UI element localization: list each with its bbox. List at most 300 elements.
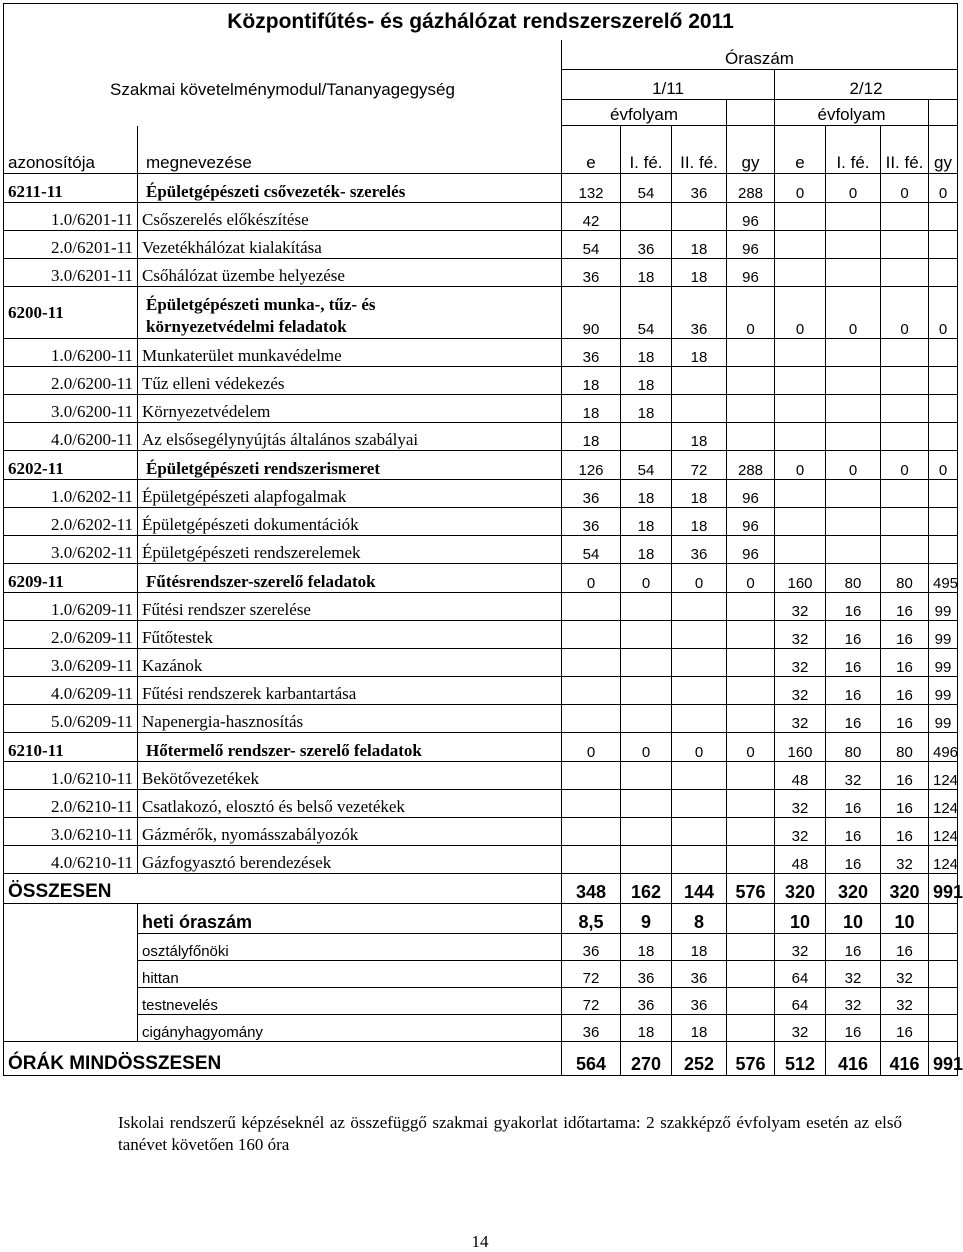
unit-id: 4.0/6210-11 xyxy=(4,846,138,874)
value-cell xyxy=(727,818,775,846)
value-cell: 16 xyxy=(826,621,881,649)
value-cell: 36 xyxy=(621,988,672,1015)
unit-id: 3.0/6202-11 xyxy=(4,536,138,564)
value-cell xyxy=(727,790,775,818)
value-cell: 0 xyxy=(881,451,929,480)
value-cell xyxy=(929,961,958,988)
unit-row xyxy=(4,259,958,287)
value-cell: 42 xyxy=(562,203,621,231)
value-cell: 0 xyxy=(826,174,881,203)
value-cell xyxy=(929,1015,958,1042)
value-cell xyxy=(562,818,621,846)
value-cell: 10 xyxy=(826,904,881,934)
value-cell: 54 xyxy=(562,231,621,259)
value-cell: 96 xyxy=(727,508,775,536)
value-cell: 160 xyxy=(775,564,826,593)
module-id: 6209-11 xyxy=(4,564,138,593)
value-cell: 32 xyxy=(775,934,826,961)
value-cell xyxy=(826,423,881,451)
unit-row xyxy=(4,593,958,621)
unit-id: 2.0/6200-11 xyxy=(4,367,138,395)
value-cell: 99 xyxy=(929,705,958,733)
value-cell: 8,5 xyxy=(562,904,621,934)
value-cell xyxy=(826,367,881,395)
value-cell: 0 xyxy=(929,451,958,480)
module-name xyxy=(138,287,562,339)
value-cell xyxy=(775,395,826,423)
value-cell: 18 xyxy=(672,508,727,536)
value-cell: 96 xyxy=(727,203,775,231)
value-cell: 18 xyxy=(672,339,727,367)
value-cell xyxy=(562,649,621,677)
value-cell xyxy=(727,762,775,790)
module-id: 6202-11 xyxy=(4,451,138,480)
value-cell xyxy=(621,649,672,677)
unit-name: Csatlakozó, elosztó és belső vezetékek xyxy=(138,790,562,818)
value-cell: 32 xyxy=(775,818,826,846)
value-cell xyxy=(727,961,775,988)
value-cell: 80 xyxy=(826,733,881,762)
value-cell xyxy=(672,395,727,423)
value-cell: 64 xyxy=(775,961,826,988)
extra-label: hittan xyxy=(138,961,562,988)
value-cell: 0 xyxy=(621,733,672,762)
unit-row xyxy=(4,231,958,259)
value-cell xyxy=(727,367,775,395)
value-cell xyxy=(881,423,929,451)
value-cell: 80 xyxy=(881,733,929,762)
value-cell: 32 xyxy=(826,762,881,790)
value-cell: 320 xyxy=(826,874,881,904)
year-2-header: 2/12 xyxy=(775,70,958,100)
value-cell: 32 xyxy=(881,846,929,874)
value-cell: 32 xyxy=(775,677,826,705)
module-row xyxy=(4,564,958,593)
year-1-evfolyam: évfolyam xyxy=(562,100,727,126)
value-cell xyxy=(672,677,727,705)
value-cell xyxy=(672,705,727,733)
value-cell: 16 xyxy=(826,593,881,621)
value-cell xyxy=(929,339,958,367)
value-cell xyxy=(826,231,881,259)
value-cell: 18 xyxy=(672,934,727,961)
value-cell: 18 xyxy=(562,367,621,395)
value-cell: 18 xyxy=(672,423,727,451)
azonositoja-header: azonosítója xyxy=(4,126,138,174)
value-cell xyxy=(727,904,775,934)
indent-spacer xyxy=(4,961,138,988)
value-cell: 8 xyxy=(672,904,727,934)
value-cell xyxy=(826,203,881,231)
value-cell: 32 xyxy=(826,961,881,988)
value-cell xyxy=(727,988,775,1015)
value-cell: 132 xyxy=(562,174,621,203)
value-cell: 16 xyxy=(881,705,929,733)
value-cell xyxy=(621,762,672,790)
value-cell xyxy=(826,480,881,508)
extra-row xyxy=(4,988,958,1015)
value-cell: 0 xyxy=(929,174,958,203)
value-cell xyxy=(881,203,929,231)
value-cell xyxy=(881,536,929,564)
unit-id: 5.0/6209-11 xyxy=(4,705,138,733)
value-cell xyxy=(775,480,826,508)
unit-id: 3.0/6210-11 xyxy=(4,818,138,846)
value-cell: 576 xyxy=(727,1042,775,1076)
unit-row xyxy=(4,367,958,395)
module-id: 6210-11 xyxy=(4,733,138,762)
title-row xyxy=(4,4,958,40)
value-cell xyxy=(826,508,881,536)
unit-id: 2.0/6202-11 xyxy=(4,508,138,536)
value-cell: 54 xyxy=(621,451,672,480)
value-cell xyxy=(727,677,775,705)
col-gy-2: gy xyxy=(929,126,958,174)
value-cell: 36 xyxy=(562,339,621,367)
unit-row xyxy=(4,846,958,874)
unit-id: 2.0/6201-11 xyxy=(4,231,138,259)
value-cell xyxy=(929,480,958,508)
value-cell: 124 xyxy=(929,846,958,874)
unit-id: 1.0/6201-11 xyxy=(4,203,138,231)
value-cell: 144 xyxy=(672,874,727,904)
col-i-1: I. fé. xyxy=(621,126,672,174)
value-cell: 496 xyxy=(929,733,958,762)
unit-name: Bekötővezetékek xyxy=(138,762,562,790)
value-cell: 16 xyxy=(881,818,929,846)
value-cell xyxy=(562,762,621,790)
value-cell xyxy=(727,621,775,649)
value-cell: 124 xyxy=(929,818,958,846)
module-row xyxy=(4,174,958,203)
value-cell xyxy=(621,621,672,649)
value-cell xyxy=(881,259,929,287)
mindosszesen-row xyxy=(4,1042,958,1076)
value-cell: 0 xyxy=(775,451,826,480)
module-column-header: Szakmai követelménymodul/Tananyagegység xyxy=(4,70,562,100)
value-cell xyxy=(672,203,727,231)
value-cell: 48 xyxy=(775,762,826,790)
value-cell xyxy=(621,705,672,733)
value-cell xyxy=(621,846,672,874)
unit-row xyxy=(4,480,958,508)
value-cell: 16 xyxy=(881,790,929,818)
value-cell: 18 xyxy=(621,508,672,536)
value-cell xyxy=(672,762,727,790)
unit-row xyxy=(4,536,958,564)
value-cell: 16 xyxy=(826,677,881,705)
value-cell: 80 xyxy=(826,564,881,593)
curriculum-table xyxy=(3,3,963,1076)
value-cell: 96 xyxy=(727,259,775,287)
value-cell: 512 xyxy=(775,1042,826,1076)
megnevezese-header: megnevezése xyxy=(138,126,562,174)
value-cell xyxy=(727,649,775,677)
unit-name: Munkaterület munkavédelme xyxy=(138,339,562,367)
value-cell xyxy=(727,423,775,451)
value-cell: 18 xyxy=(621,339,672,367)
unit-id: 3.0/6200-11 xyxy=(4,395,138,423)
value-cell: 18 xyxy=(562,423,621,451)
value-cell: 18 xyxy=(621,480,672,508)
value-cell xyxy=(929,988,958,1015)
value-cell xyxy=(727,846,775,874)
value-cell xyxy=(881,339,929,367)
value-cell: 99 xyxy=(929,649,958,677)
value-cell: 36 xyxy=(562,508,621,536)
value-cell: 36 xyxy=(621,961,672,988)
value-cell: 99 xyxy=(929,621,958,649)
unit-name: Kazánok xyxy=(138,649,562,677)
value-cell xyxy=(826,339,881,367)
value-cell: 10 xyxy=(775,904,826,934)
unit-name: Környezetvédelem xyxy=(138,395,562,423)
value-cell xyxy=(727,593,775,621)
value-cell: 32 xyxy=(775,593,826,621)
unit-row xyxy=(4,705,958,733)
value-cell: 16 xyxy=(881,649,929,677)
value-cell: 0 xyxy=(727,733,775,762)
unit-row xyxy=(4,621,958,649)
heti-oraszam-label: heti óraszám xyxy=(138,904,562,934)
value-cell: 36 xyxy=(562,934,621,961)
value-cell: 16 xyxy=(881,934,929,961)
value-cell xyxy=(775,231,826,259)
footnote: Iskolai rendszerű képzéseknél az összefüggő szakmai gyakorlat időtartama: 2 szakképző évfolyam esetén az első tanévet követően 160 óra xyxy=(118,1113,902,1154)
value-cell xyxy=(881,508,929,536)
value-cell: 576 xyxy=(727,874,775,904)
module-name: Épületgépészeti rendszerismeret xyxy=(138,451,562,480)
value-cell: 18 xyxy=(672,259,727,287)
value-cell: 72 xyxy=(672,451,727,480)
unit-name: Épületgépészeti rendszerelemek xyxy=(138,536,562,564)
value-cell: 99 xyxy=(929,677,958,705)
year-2-evfolyam: évfolyam xyxy=(775,100,929,126)
value-cell xyxy=(672,621,727,649)
value-cell: 72 xyxy=(562,988,621,1015)
oraszam-header: Óraszám xyxy=(562,40,958,70)
page-number: 14 xyxy=(471,1232,489,1251)
value-cell xyxy=(929,231,958,259)
value-cell: 124 xyxy=(929,790,958,818)
value-cell xyxy=(775,508,826,536)
value-cell: 0 xyxy=(826,451,881,480)
value-cell: 0 xyxy=(672,733,727,762)
unit-row xyxy=(4,649,958,677)
header-row-oraszam xyxy=(4,40,958,70)
value-cell xyxy=(929,508,958,536)
value-cell: 0 xyxy=(727,564,775,593)
unit-name: Fűtési rendszerek karbantartása xyxy=(138,677,562,705)
value-cell: 32 xyxy=(775,649,826,677)
value-cell: 16 xyxy=(881,593,929,621)
module-row xyxy=(4,451,958,480)
value-cell: 72 xyxy=(562,961,621,988)
extra-label: testnevelés xyxy=(138,988,562,1015)
year-1-header: 1/11 xyxy=(562,70,775,100)
value-cell: 0 xyxy=(826,287,881,339)
value-cell xyxy=(775,339,826,367)
value-cell xyxy=(826,395,881,423)
value-cell: 36 xyxy=(672,961,727,988)
value-cell: 320 xyxy=(775,874,826,904)
module-name-line-1: Épületgépészeti munka-, tűz- és xyxy=(146,295,376,314)
module-name: Épületgépészeti csővezeték- szerelés xyxy=(138,174,562,203)
col-i-2: I. fé. xyxy=(826,126,881,174)
module-name: Fűtésrendszer-szerelő feladatok xyxy=(138,564,562,593)
value-cell xyxy=(621,790,672,818)
value-cell: 32 xyxy=(775,621,826,649)
value-cell xyxy=(929,395,958,423)
value-cell xyxy=(562,846,621,874)
unit-name: Épületgépészeti alapfogalmak xyxy=(138,480,562,508)
value-cell: 18 xyxy=(621,259,672,287)
value-cell xyxy=(621,677,672,705)
unit-id: 2.0/6210-11 xyxy=(4,790,138,818)
value-cell xyxy=(929,259,958,287)
value-cell: 16 xyxy=(826,1015,881,1042)
value-cell xyxy=(672,649,727,677)
col-ii-2: II. fé. xyxy=(881,126,929,174)
value-cell xyxy=(881,231,929,259)
value-cell: 126 xyxy=(562,451,621,480)
value-cell: 10 xyxy=(881,904,929,934)
value-cell xyxy=(727,1015,775,1042)
value-cell: 32 xyxy=(881,988,929,1015)
value-cell xyxy=(881,367,929,395)
value-cell: 32 xyxy=(881,961,929,988)
unit-name: Épületgépészeti dokumentációk xyxy=(138,508,562,536)
value-cell xyxy=(775,203,826,231)
value-cell: 90 xyxy=(562,287,621,339)
value-cell xyxy=(881,395,929,423)
value-cell xyxy=(562,593,621,621)
value-cell: 99 xyxy=(929,593,958,621)
value-cell xyxy=(621,423,672,451)
value-cell: 0 xyxy=(881,287,929,339)
unit-id: 1.0/6202-11 xyxy=(4,480,138,508)
module-id: 6211-11 xyxy=(4,174,138,203)
value-cell xyxy=(929,423,958,451)
unit-row xyxy=(4,818,958,846)
col-e-1: e xyxy=(562,126,621,174)
value-cell: 270 xyxy=(621,1042,672,1076)
value-cell: 991 xyxy=(929,874,958,904)
value-cell: 9 xyxy=(621,904,672,934)
value-cell: 288 xyxy=(727,451,775,480)
indent-spacer xyxy=(4,988,138,1015)
value-cell xyxy=(775,259,826,287)
unit-id: 3.0/6201-11 xyxy=(4,259,138,287)
value-cell: 16 xyxy=(881,621,929,649)
value-cell: 162 xyxy=(621,874,672,904)
unit-name: Napenergia-hasznosítás xyxy=(138,705,562,733)
value-cell: 36 xyxy=(621,231,672,259)
indent-spacer xyxy=(4,934,138,961)
module-row xyxy=(4,733,958,762)
unit-name: Gázfogyasztó berendezések xyxy=(138,846,562,874)
value-cell xyxy=(727,395,775,423)
value-cell xyxy=(672,367,727,395)
value-cell: 160 xyxy=(775,733,826,762)
value-cell: 288 xyxy=(727,174,775,203)
value-cell xyxy=(562,705,621,733)
value-cell: 48 xyxy=(775,846,826,874)
value-cell: 18 xyxy=(672,231,727,259)
value-cell: 16 xyxy=(826,705,881,733)
value-cell: 252 xyxy=(672,1042,727,1076)
value-cell: 0 xyxy=(775,287,826,339)
unit-id: 3.0/6209-11 xyxy=(4,649,138,677)
col-e-2: e xyxy=(775,126,826,174)
value-cell: 18 xyxy=(672,480,727,508)
value-cell xyxy=(775,367,826,395)
value-cell xyxy=(621,818,672,846)
value-cell: 32 xyxy=(775,705,826,733)
value-cell: 18 xyxy=(621,536,672,564)
value-cell: 18 xyxy=(621,367,672,395)
value-cell: 16 xyxy=(881,762,929,790)
value-cell xyxy=(562,621,621,649)
value-cell xyxy=(562,790,621,818)
value-cell xyxy=(775,536,826,564)
unit-name: Az elsősegélynyújtás általános szabályai xyxy=(138,423,562,451)
unit-name: Fűtőtestek xyxy=(138,621,562,649)
value-cell: 32 xyxy=(775,1015,826,1042)
value-cell: 54 xyxy=(621,287,672,339)
value-cell: 36 xyxy=(562,1015,621,1042)
module-name-line-2: környezetvédelmi feladatok xyxy=(146,317,347,336)
value-cell: 0 xyxy=(727,287,775,339)
unit-row xyxy=(4,677,958,705)
value-cell xyxy=(621,593,672,621)
unit-id: 4.0/6209-11 xyxy=(4,677,138,705)
value-cell xyxy=(881,480,929,508)
value-cell: 96 xyxy=(727,231,775,259)
value-cell: 991 xyxy=(929,1042,958,1076)
extra-label: osztályfőnöki xyxy=(138,934,562,961)
value-cell: 36 xyxy=(672,988,727,1015)
value-cell xyxy=(929,934,958,961)
value-cell: 18 xyxy=(621,934,672,961)
col-gy-1: gy xyxy=(727,126,775,174)
value-cell: 0 xyxy=(672,564,727,593)
value-cell: 16 xyxy=(881,677,929,705)
unit-row xyxy=(4,395,958,423)
value-cell: 16 xyxy=(826,649,881,677)
value-cell: 80 xyxy=(881,564,929,593)
value-cell: 16 xyxy=(881,1015,929,1042)
value-cell: 18 xyxy=(562,395,621,423)
value-cell: 416 xyxy=(826,1042,881,1076)
value-cell: 96 xyxy=(727,480,775,508)
indent-spacer xyxy=(4,1015,138,1042)
extra-label: cigányhagyomány xyxy=(138,1015,562,1042)
value-cell: 36 xyxy=(672,174,727,203)
unit-name: Vezetékhálózat kialakítása xyxy=(138,231,562,259)
heti-oraszam-row xyxy=(4,904,958,934)
value-cell: 0 xyxy=(621,564,672,593)
header-row-evfolyam xyxy=(4,100,958,126)
unit-name: Fűtési rendszer szerelése xyxy=(138,593,562,621)
value-cell: 16 xyxy=(826,846,881,874)
module-name: Hőtermelő rendszer- szerelő feladatok xyxy=(138,733,562,762)
value-cell xyxy=(929,904,958,934)
value-cell: 64 xyxy=(775,988,826,1015)
value-cell: 348 xyxy=(562,874,621,904)
value-cell: 16 xyxy=(826,790,881,818)
value-cell: 18 xyxy=(621,395,672,423)
